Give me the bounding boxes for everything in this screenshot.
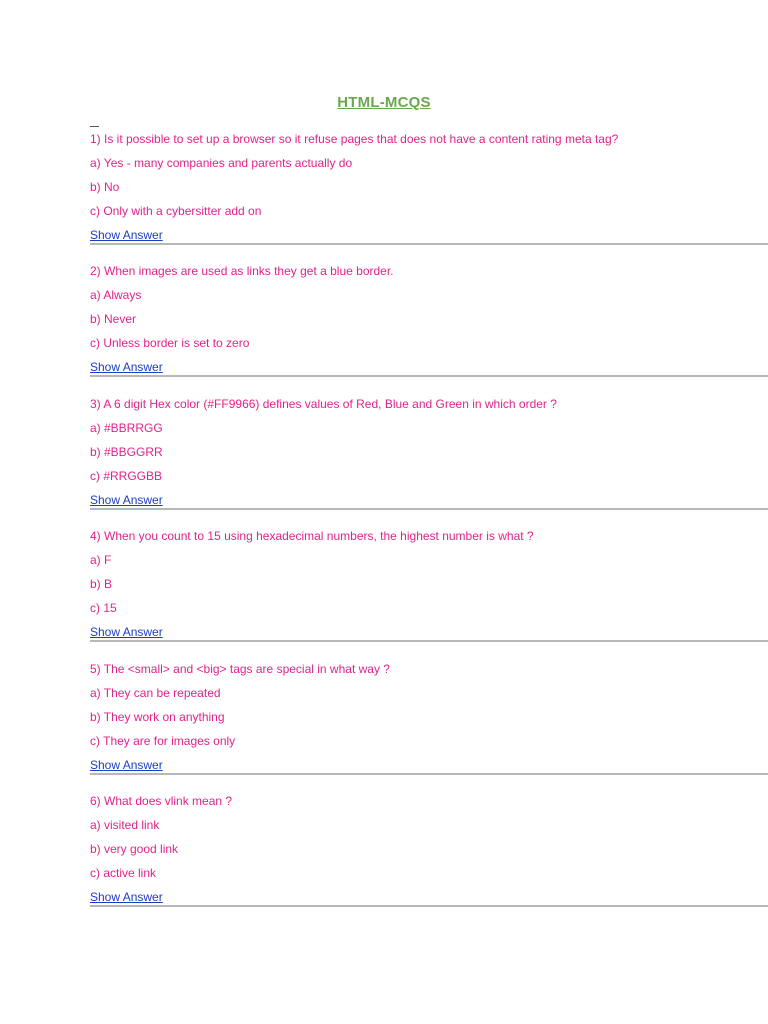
option-a: a) Yes - many companies and parents actually do: [90, 156, 353, 170]
question-block-6: [90, 788, 768, 920]
option-a: a) #BBRRGG: [90, 420, 163, 435]
show-answer-link[interactable]: Show Answer: [90, 228, 163, 242]
question-text: 5) The <small> and <big> tags are special in what way ?: [90, 661, 390, 676]
divider: [90, 375, 768, 377]
option-c: c) active link: [90, 865, 157, 880]
option-c: c) They are for images only: [90, 733, 236, 748]
question-block-2: [90, 258, 768, 390]
option-c: c) Only with a cybersitter add on: [90, 204, 262, 218]
show-answer-link[interactable]: Show Answer: [90, 492, 163, 507]
option-a: a) Always: [90, 288, 142, 303]
option-a: a) They can be repeated: [90, 685, 221, 700]
option-a: a) visited link: [90, 817, 160, 832]
divider: [90, 773, 768, 775]
question-block-5: [90, 656, 768, 788]
option-a: a) F: [90, 553, 112, 568]
question-text: 4) When you count to 15 using hexadecimal numbers, the highest number is what ?: [90, 529, 534, 544]
option-c: c) 15: [90, 601, 117, 616]
option-c: c) Unless border is set to zero: [90, 336, 250, 351]
show-answer-link[interactable]: Show Answer: [90, 360, 163, 375]
option-b: b) #BBGGRR: [90, 444, 163, 459]
divider: [90, 640, 768, 642]
option-b: b) very good link: [90, 841, 179, 856]
question-block-3: [90, 391, 768, 523]
divider: [90, 905, 768, 907]
show-answer-link[interactable]: Show Answer: [90, 625, 163, 640]
question-text: 6) What does vlink mean ?: [90, 793, 233, 808]
divider: [90, 243, 768, 245]
page-title: HTML-MCQS: [337, 94, 431, 111]
option-b: b) B: [90, 577, 113, 592]
option-b: b) Never: [90, 312, 137, 327]
question-text: 1) Is it possible to set up a browser so it refuse pages that does not have a content rating meta tag?: [90, 132, 619, 146]
question-text: 2) When images are used as links they get a blue border.: [90, 264, 394, 279]
option-c: c) #RRGGBB: [90, 468, 163, 483]
question-block-4: [90, 523, 768, 655]
option-b: b) They work on anything: [90, 709, 225, 724]
option-b: b) No: [90, 180, 120, 194]
question-list: [90, 126, 768, 920]
show-answer-link[interactable]: Show Answer: [90, 889, 163, 904]
question-block-1: [90, 126, 768, 258]
show-answer-link[interactable]: Show Answer: [90, 757, 163, 772]
question-text: 3) A 6 digit Hex color (#FF9966) defines values of Red, Blue and Green in which order ?: [90, 396, 557, 411]
divider: [90, 508, 768, 510]
